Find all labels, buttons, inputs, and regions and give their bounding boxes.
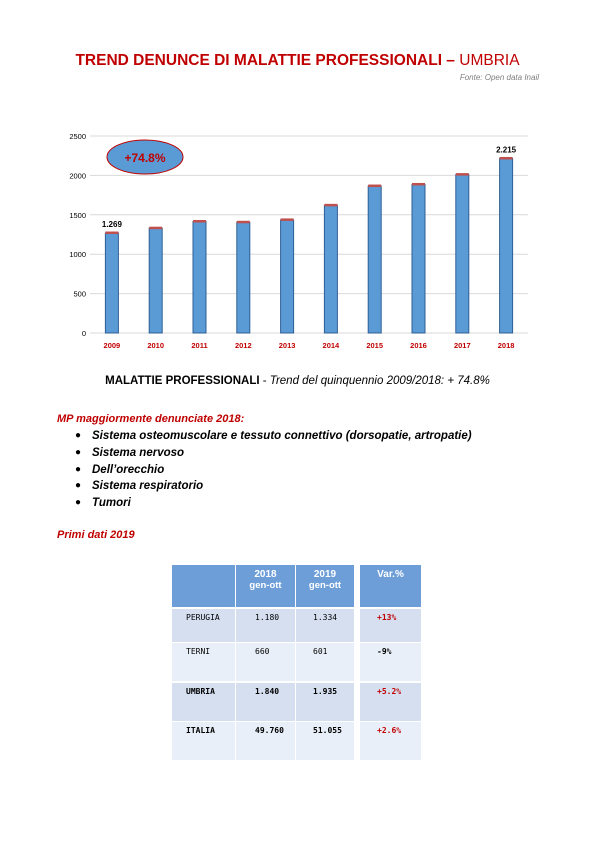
table-cell-2018: 660 bbox=[236, 643, 295, 681]
header-line1: 2018 bbox=[254, 569, 277, 580]
bar-top-cap bbox=[105, 232, 118, 235]
list-item-label: Sistema respiratorio bbox=[92, 480, 204, 493]
bar-top-cap bbox=[500, 157, 513, 160]
y-tick-label: 0 bbox=[81, 329, 86, 338]
bar bbox=[368, 186, 381, 333]
list-item-label: Dell’orecchio bbox=[92, 463, 165, 476]
list-item bbox=[73, 428, 472, 445]
list-item-label: Sistema nervoso bbox=[92, 446, 185, 459]
table-row-label: ITALIA bbox=[172, 722, 235, 760]
title-main: TREND DENUNCE DI MALATTIE PROFESSIONALI – bbox=[75, 52, 455, 69]
x-tick-label: 2013 bbox=[278, 341, 296, 350]
trend-badge-label: +74.8% bbox=[124, 151, 166, 165]
data-label: 1.269 bbox=[101, 220, 122, 230]
bar bbox=[500, 158, 513, 333]
table-cell-2019: 1.935 bbox=[296, 683, 354, 721]
x-tick-label: 2016 bbox=[410, 341, 427, 350]
chart-caption bbox=[0, 375, 595, 387]
table-cell-var: +2.6% bbox=[360, 722, 421, 760]
table-cell-var: +5.2% bbox=[360, 683, 421, 721]
caption-strong: MALATTIE PROFESSIONALI bbox=[105, 375, 260, 387]
bar-top-cap bbox=[324, 204, 337, 207]
y-tick-label: 2000 bbox=[69, 171, 86, 181]
bullet-icon: ● bbox=[75, 463, 82, 475]
title-region: UMBRIA bbox=[459, 52, 520, 69]
x-tick-label: 2010 bbox=[147, 341, 165, 350]
source-note: Fonte: Open data Inail bbox=[459, 73, 539, 82]
table-header-cell bbox=[360, 565, 421, 607]
mp-heading: MP maggiormente denunciate 2018: bbox=[57, 413, 245, 425]
table-header-cell bbox=[296, 565, 354, 607]
table-cell-2019: 1.334 bbox=[296, 609, 354, 642]
caption-trend: Trend del quinquennio 2009/2018: + 74.8% bbox=[269, 375, 490, 387]
table-cell-var: -9% bbox=[360, 643, 421, 681]
x-tick-label: 2014 bbox=[322, 341, 340, 350]
x-tick-label: 2011 bbox=[191, 341, 208, 350]
table-cell-var: +13% bbox=[360, 609, 421, 642]
list-item bbox=[73, 478, 472, 495]
bullet-icon: ● bbox=[75, 430, 82, 441]
mp-list bbox=[73, 428, 472, 512]
bullet-icon: ● bbox=[75, 480, 82, 492]
bar-top-cap bbox=[193, 220, 206, 223]
primi-heading: Primi dati 2019 bbox=[57, 529, 135, 541]
list-item bbox=[73, 462, 472, 479]
table-cell-2018: 49.760 bbox=[236, 722, 295, 760]
bar bbox=[149, 228, 162, 333]
table-cell-2019: 51.055 bbox=[296, 722, 354, 760]
table-cell-2019: 601 bbox=[296, 643, 354, 681]
bar bbox=[281, 220, 294, 333]
bar bbox=[324, 205, 337, 333]
bar bbox=[237, 222, 250, 333]
list-item bbox=[73, 445, 472, 462]
list-item bbox=[73, 495, 472, 512]
caption-sep: - bbox=[259, 375, 270, 387]
list-item-label: Tumori bbox=[92, 497, 131, 510]
bar-top-cap bbox=[149, 227, 162, 230]
list-item-label: Sistema osteomuscolare e tessuto connettivo (dorsopatie, artropatie) bbox=[92, 430, 472, 442]
table-row-label: UMBRIA bbox=[172, 683, 235, 721]
y-tick-label: 1000 bbox=[69, 250, 86, 260]
table-cell-2018: 1.180 bbox=[236, 609, 295, 642]
x-tick-label: 2012 bbox=[234, 341, 252, 350]
bar-top-cap bbox=[237, 221, 250, 224]
header-line2: gen-ott bbox=[249, 580, 282, 591]
x-tick-label: 2015 bbox=[366, 341, 384, 350]
page-title bbox=[0, 52, 595, 70]
header-line1: Var.% bbox=[377, 569, 404, 580]
x-tick-label: 2017 bbox=[453, 341, 471, 350]
bar bbox=[456, 175, 469, 333]
header-line1: 2019 bbox=[313, 569, 337, 580]
data-label: 2.215 bbox=[496, 145, 517, 155]
bar-top-cap bbox=[456, 173, 469, 176]
denunce-bar-chart bbox=[58, 128, 538, 358]
y-tick-label: 1500 bbox=[69, 210, 86, 220]
table-row-label: TERNI bbox=[172, 643, 235, 681]
x-tick-label: 2018 bbox=[497, 341, 515, 350]
table-row-label: PERUGIA bbox=[172, 609, 235, 642]
y-tick-label: 2500 bbox=[69, 132, 86, 141]
bar-top-cap bbox=[281, 218, 294, 221]
bar bbox=[193, 221, 206, 333]
table-header-cell bbox=[236, 565, 295, 607]
bar-top-cap bbox=[368, 185, 381, 188]
bullet-icon: ● bbox=[75, 497, 82, 509]
x-tick-label: 2009 bbox=[103, 341, 121, 350]
table-cell-2018: 1.840 bbox=[236, 683, 295, 721]
header-line2: gen-ott bbox=[308, 580, 342, 591]
bar-top-cap bbox=[412, 183, 425, 186]
y-tick-label: 500 bbox=[73, 289, 86, 299]
bar bbox=[105, 233, 118, 333]
table-header-cell bbox=[172, 565, 235, 607]
bullet-icon: ● bbox=[75, 446, 82, 458]
bar bbox=[412, 184, 425, 333]
